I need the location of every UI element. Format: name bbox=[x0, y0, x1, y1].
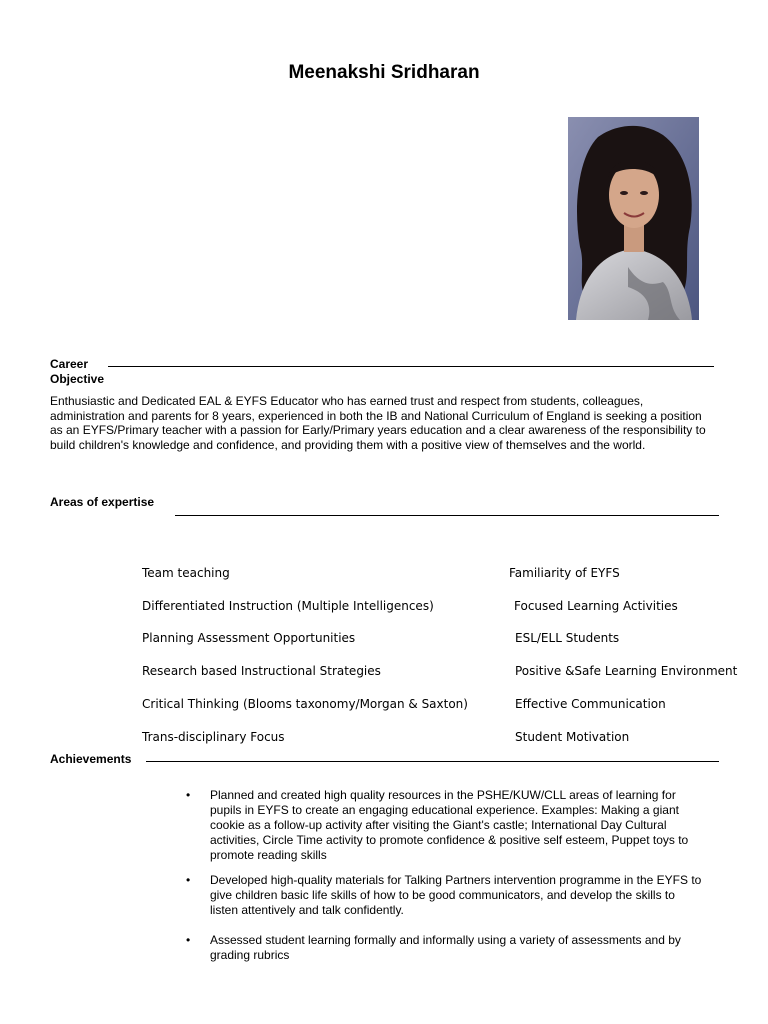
expertise-item: Positive &Safe Learning Environment bbox=[515, 664, 738, 678]
career-divider bbox=[108, 366, 714, 367]
achievement-item: Planned and created high quality resources in the PSHE/KUW/CLL areas of learning for pupils in EYFS to create an engaging educational experience. Examples: Making a giant cookie as a follow-up activity after visiting the Giant's castle; International Day Cultural activities, Circle Time activity to promote confidence & positive self esteem, Puppet toys to promote reading skills bbox=[210, 788, 689, 862]
expertise-item: Research based Instructional Strategies bbox=[142, 664, 381, 678]
career-objective-text: Enthusiastic and Dedicated EAL & EYFS Educator who has earned trust and respect from students, colleagues, administration and parents for 8 years, experienced in both the IB and National Curriculum of England is seeking a position as an EYFS/Primary teacher with a passion for Early/Primary years education and a clear awareness of the responsibility to build children's knowledge and confidence, and providing them with a positive view of themselves and the world. bbox=[50, 394, 706, 452]
bullet-icon: • bbox=[186, 788, 191, 802]
expertise-item: Critical Thinking (Blooms taxonomy/Morgan & Saxton) bbox=[142, 697, 468, 711]
career-label-line2: Objective bbox=[50, 372, 105, 386]
expertise-divider bbox=[175, 515, 719, 516]
expertise-item: ESL/ELL Students bbox=[515, 631, 620, 645]
expertise-item: Planning Assessment Opportunities bbox=[142, 631, 356, 645]
bullet-icon: • bbox=[186, 933, 191, 947]
bullet-icon: • bbox=[186, 873, 191, 887]
career-label-line1: Career bbox=[50, 357, 89, 371]
expertise-item: Effective Communication bbox=[515, 697, 666, 711]
expertise-item: Trans-disciplinary Focus bbox=[142, 730, 285, 744]
expertise-item: Focused Learning Activities bbox=[514, 599, 678, 613]
expertise-heading: Areas of expertise bbox=[50, 495, 155, 509]
expertise-item: Differentiated Instruction (Multiple Intelligences) bbox=[142, 599, 434, 613]
profile-photo bbox=[568, 117, 699, 320]
achievements-heading: Achievements bbox=[50, 752, 132, 766]
candidate-name: Meenakshi Sridharan bbox=[288, 62, 480, 83]
career-objective-heading bbox=[50, 357, 104, 387]
expertise-item: Team teaching bbox=[142, 566, 230, 580]
achievements-divider bbox=[146, 761, 719, 762]
achievement-item: Assessed student learning formally and informally using a variety of assessments and by grading rubrics bbox=[210, 933, 681, 962]
expertise-item: Student Motivation bbox=[515, 730, 630, 744]
expertise-item: Familiarity of EYFS bbox=[509, 566, 620, 580]
achievement-item: Developed high-quality materials for Talking Partners intervention programme in the EYFS to give children basic life skills of how to be good communicators, and develop the skills to listen attentively and talk confidently. bbox=[210, 873, 702, 917]
